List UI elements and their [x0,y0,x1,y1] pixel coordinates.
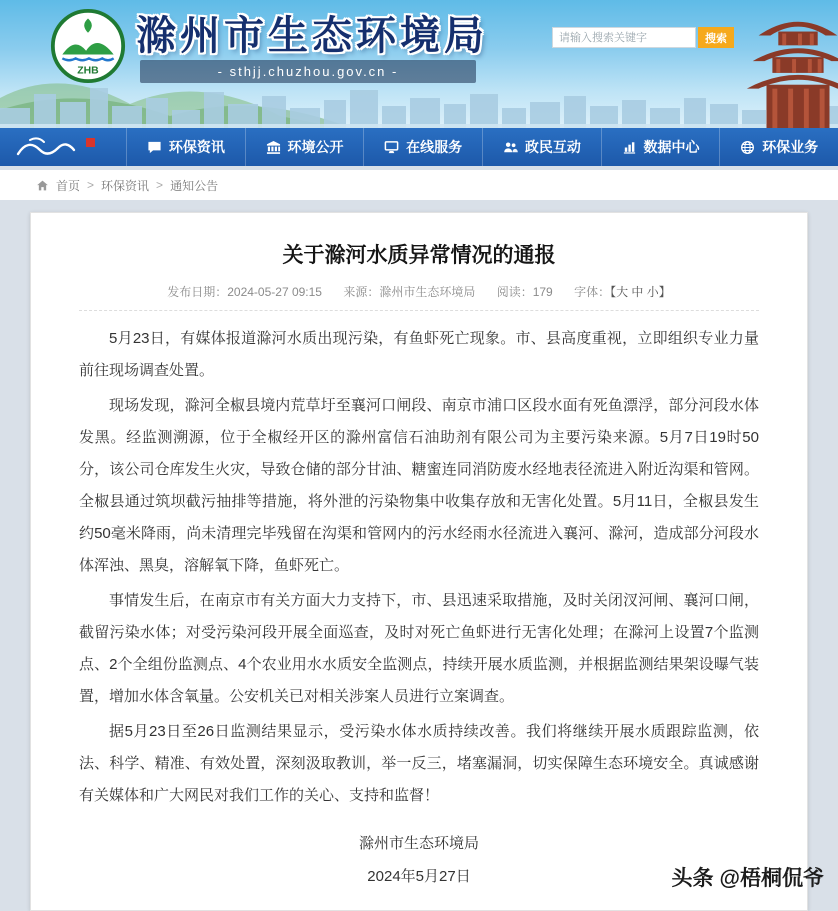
site-title[interactable]: 滁州市生态环境局 [136,14,488,58]
chat-icon [147,140,162,155]
nav-label: 环保业务 [762,139,819,155]
article-card [30,212,808,911]
nav-label: 环保资讯 [168,139,225,155]
article-source: 来源：滁州市生态环境局 [343,285,476,299]
main-nav [0,128,838,166]
article-meta [79,283,759,311]
pavilion-graphic [746,2,838,128]
font-size-controls[interactable]: 【大 中 小】 [610,285,671,299]
publish-date: 发布日期：2024-05-27 09:15 [167,285,322,299]
city-skyline-graphic [0,82,838,128]
search-box [552,27,734,48]
view-count: 阅读：179 [496,285,553,299]
article-title: 关于滁河水质异常情况的通报 [282,244,556,267]
breadcrumb-home[interactable]: 首页 [56,178,81,193]
breadcrumb-news[interactable]: 环保资讯 [101,178,150,193]
nav-label: 数据中心 [643,139,700,155]
breadcrumb-separator: > [156,178,164,192]
watermark-handle: @梧桐侃爷 [719,867,824,890]
site-url: - sthjj.chuzhou.gov.cn - [140,60,476,83]
paragraph: 事情发生后，在南京市有关方面大力支持下，市、县迅速采取措施，及时关闭汊河闸、襄河口闸，截留污染水体；对受污染河段开展全面巡查，及时对死亡鱼虾进行无害化处理；在滁河上设置7个监测点、2个全组份监测点、4个农业用水水质安全监测点，持续开展水质监测，并根据监测结果架设曝气装置，增加水体含氧量。公安机关已对相关涉案人员进行立案调查。 [79,592,759,705]
logo-abbr: ZHB [77,65,99,77]
breadcrumb-notices[interactable]: 通知公告 [170,178,219,193]
bank-icon [266,140,281,155]
article-body [79,323,759,812]
search-input[interactable] [552,27,696,48]
nav-label: 在线服务 [406,139,463,155]
calligraphy-graphic [0,128,126,166]
signature: 滁州市生态环境局 [358,835,479,852]
signature-date: 2024年5月27日 [367,868,471,885]
watermark [672,862,824,892]
nav-item-data-center[interactable] [601,128,720,166]
people-icon [503,140,518,155]
main-content [0,200,838,911]
chart-icon [622,140,637,155]
nav-item-interaction[interactable] [482,128,601,166]
breadcrumb-separator: > [87,178,95,192]
nav-item-business[interactable] [719,128,838,166]
nav-label: 环境公开 [287,139,344,155]
font-size-label: 字体： [574,285,611,299]
home-icon [36,179,49,192]
breadcrumb [0,170,838,200]
site-logo[interactable] [50,8,126,84]
nav-item-news[interactable] [126,128,245,166]
monitor-icon [384,140,399,155]
nav-item-disclosure[interactable] [245,128,364,166]
search-button[interactable]: 搜索 [698,27,734,48]
nav-item-online-services[interactable] [363,128,482,166]
site-header [0,0,838,128]
globe-icon [740,140,755,155]
nav-label: 政民互动 [524,139,581,155]
paragraph: 据5月23日至26日监测结果显示，受污染水体水质持续改善。我们将继续开展水质跟踪监测，依法、科学、精准、有效处置，深刻汲取教训，举一反三，堵塞漏洞，切实保障生态环境安全。真诚感谢有关媒体和广大网民对我们工作的关心、支持和监督！ [79,723,759,804]
watermark-platform: 头条 [671,867,714,890]
paragraph: 现场发现，滁河全椒县境内荒草圩至襄河口闸段、南京市浦口区段水面有死鱼漂浮，部分河段水体发黑。经监测溯源，位于全椒经开区的滁州富信石油助剂有限公司为主要污染来源。5月7日19时50分，该公司仓库发生火灾，导致仓储的部分甘油、糖蜜连同消防废水经地表径流进入附近沟渠和管网。全椒县通过筑坝截污抽排等措施，将外泄的污染物集中收集存放和无害化处置。5月11日，全椒县发生约50毫米降雨，尚未清理完毕残留在沟渠和管网内的污水经雨水径流进入襄河、滁河，造成部分河段水体浑浊、黑臭，溶解氧下降，鱼虾死亡。 [79,397,759,574]
paragraph: 5月23日，有媒体报道滁河水质出现污染，有鱼虾死亡现象。市、县高度重视，立即组织专业力量前往现场调查处置。 [79,330,759,379]
